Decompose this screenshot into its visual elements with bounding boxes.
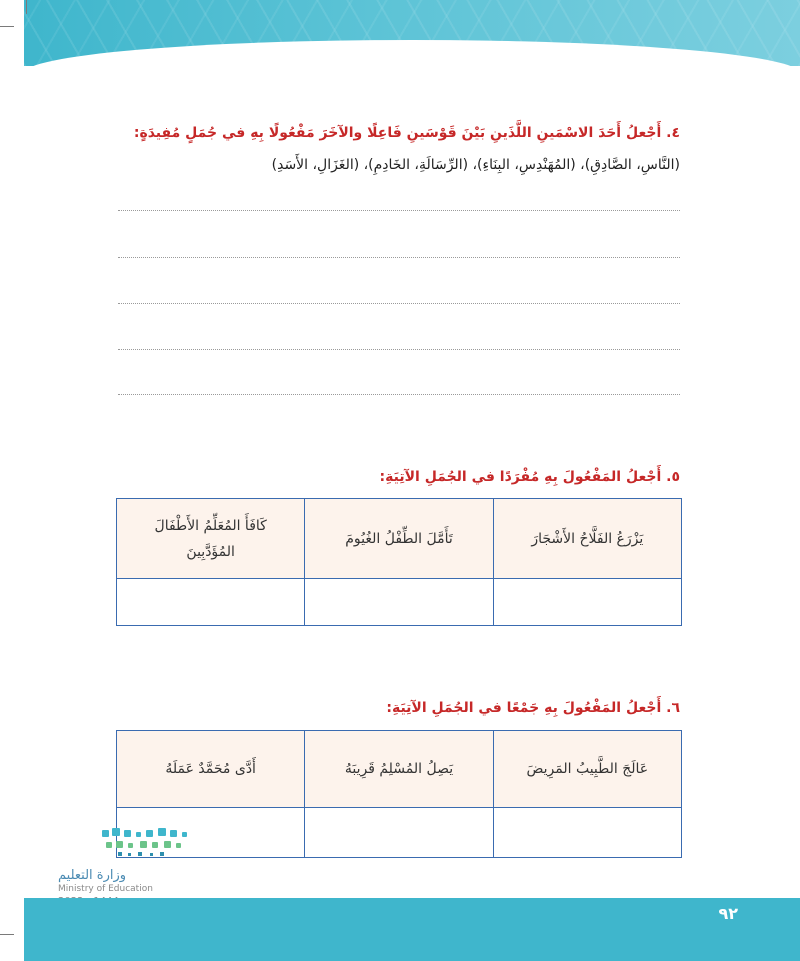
ministry-name-arabic: وزارة التعليم <box>58 868 127 883</box>
top-banner <box>24 0 800 66</box>
sentence-cell: يَصِلُ المُسْلِمُ قَرِيبَهُ <box>305 731 493 808</box>
ministry-logo-icon <box>98 826 194 860</box>
page-number: ٩٢ <box>718 904 738 923</box>
sentence-cell: يَزْرَعُ الفَلَّاحُ الأَشْجَارَ <box>493 499 681 579</box>
answer-cell[interactable] <box>117 579 305 626</box>
answer-line[interactable] <box>118 257 680 258</box>
question-4-options: (النَّاسِ، الصَّادِقِ)، (المُهَنْدِسِ، البِنَاءِ)، (الرِّسَالَةِ، الخَادِمِ)، (الغَزَالِ، الأَسَدِ) <box>271 157 680 173</box>
sentence-cell: كَافَأَ المُعَلِّمُ الأَطْفَالَ المُؤَدَّبِينَ <box>117 499 305 579</box>
question-6-title: ٦. أَجْعلُ المَفْعُولَ بِهِ جَمْعًا في الجُمَلِ الآتِيَةِ: <box>386 700 680 716</box>
question-5-table <box>116 498 682 626</box>
sentence-cell: عَالَجَ الطَّبِيبُ المَرِيضَ <box>493 731 681 808</box>
crop-mark <box>0 934 14 935</box>
table-row <box>117 499 682 579</box>
question-4-title: ٤. أَجْعلُ أَحَدَ الاسْمَينِ اللَّذَينِ بَيْنَ قَوْسَينِ فَاعِلًا والآخَرَ مَفْعُولًا بِهِ في جُمَلٍ مُفِيدَةٍ: <box>133 125 680 141</box>
table-row <box>117 579 682 626</box>
answer-cell[interactable] <box>305 808 493 858</box>
answer-line[interactable] <box>118 349 680 350</box>
table-row <box>117 808 682 858</box>
sentence-cell: أَدَّى مُحَمَّدٌ عَمَلَهُ <box>117 731 305 808</box>
question-6-table <box>116 730 682 858</box>
crop-mark <box>26 0 27 14</box>
ministry-name-english: Ministry of Education <box>58 884 153 894</box>
question-5-title: ٥. أَجْعلُ المَفْعُولَ بِهِ مُفْرَدًا في الجُمَلِ الآتِيَةِ: <box>379 469 680 485</box>
answer-cell[interactable] <box>493 808 681 858</box>
answer-line[interactable] <box>118 394 680 395</box>
answer-line[interactable] <box>118 303 680 304</box>
footer-bar <box>24 898 800 961</box>
table-row <box>117 731 682 808</box>
crop-mark <box>0 26 14 27</box>
sentence-cell: تَأَمَّلَ الطِّفْلُ الغُيُومَ <box>305 499 493 579</box>
answer-cell[interactable] <box>493 579 681 626</box>
answer-cell[interactable] <box>305 579 493 626</box>
answer-line[interactable] <box>118 210 680 211</box>
